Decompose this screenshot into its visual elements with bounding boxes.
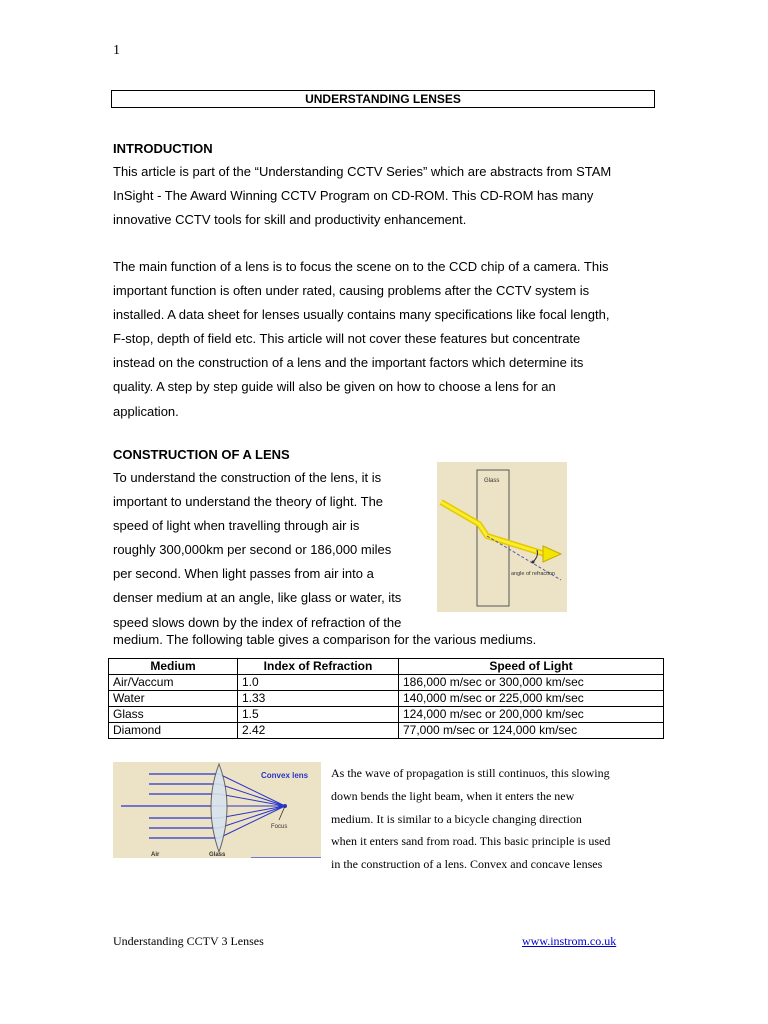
glass-label: Glass xyxy=(209,852,226,858)
refraction-diagram xyxy=(437,462,567,612)
construction-last-line: medium. The following table gives a comparison for the various mediums. xyxy=(113,632,537,647)
angle-marker xyxy=(532,561,535,564)
table-cell: 77,000 m/sec or 124,000 km/sec xyxy=(399,723,664,739)
glass-label: Glass xyxy=(484,478,500,484)
text-line: down bends the light beam, when it enters the new xyxy=(331,788,575,803)
text-line: speed of light when travelling through air is xyxy=(113,518,360,534)
table-cell: 1.5 xyxy=(238,707,399,723)
text-line: instead on the construction of a lens and the important factors which determine its xyxy=(113,355,584,371)
text-line: This article is part of the “Understanding CCTV Series” which are abstracts from STAM xyxy=(113,164,612,179)
text-line: medium. It is similar to a bicycle changing direction xyxy=(331,811,582,826)
text-line: roughly 300,000km per second or 186,000 miles xyxy=(113,542,392,558)
table-cell: Glass xyxy=(109,707,238,723)
text-line: application. xyxy=(113,403,179,419)
convex-lens-figure xyxy=(113,762,321,858)
text-line: per second. When light passes from air into a xyxy=(113,566,374,582)
incoming-rays xyxy=(121,774,219,838)
column-header: Medium xyxy=(109,659,238,675)
text-line: InSight - The Award Winning CCTV Program on CD-ROM. This CD-ROM has many xyxy=(113,188,594,204)
page-number: 1 xyxy=(113,43,120,58)
arrow-head xyxy=(543,546,561,562)
text-line: denser medium at an angle, like glass or water, its xyxy=(113,590,402,606)
text-line: As the wave of propagation is still continuos, this slowing xyxy=(331,766,610,780)
text-line: when it enters sand from road. This basic principle is used xyxy=(331,834,611,849)
footer-title: Understanding CCTV 3 Lenses xyxy=(113,934,264,948)
document-title: UNDERSTANDING LENSES xyxy=(111,90,655,108)
text-line: To understand the construction of the lens, it is xyxy=(113,470,382,485)
text-line: speed slows down by the index of refraction of the xyxy=(113,614,402,630)
table-header-row xyxy=(109,659,664,675)
text-line: important function is often under rated, causing problems after the CCTV system is xyxy=(113,283,590,299)
table-row xyxy=(109,723,664,739)
construction-paragraph xyxy=(113,466,429,635)
table-cell: 1.33 xyxy=(238,691,399,707)
table-cell: 1.0 xyxy=(238,675,399,691)
convex-label: Convex lens xyxy=(261,771,309,780)
text-line: in the construction of a lens. Convex and concave lenses xyxy=(331,857,603,872)
focus-label: Focus xyxy=(271,824,288,830)
table-row xyxy=(109,707,664,723)
angle-label: angle of refraction xyxy=(511,571,556,577)
table-row xyxy=(109,691,664,707)
text-line: F-stop, depth of field etc. This article will not cover these features but concentrate xyxy=(113,331,581,347)
table-cell: Air/Vaccum xyxy=(109,675,238,691)
table-cell: Diamond xyxy=(109,723,238,739)
construction-heading: CONSTRUCTION OF A LENS xyxy=(113,447,290,462)
table-cell: 124,000 m/sec or 200,000 km/sec xyxy=(399,707,664,723)
lens-paragraph xyxy=(331,762,661,876)
mediums-table xyxy=(108,658,664,739)
introduction-paragraph-2 xyxy=(113,255,663,424)
column-header: Speed of Light xyxy=(399,659,664,675)
text-line: installed. A data sheet for lenses usually contains many specifications like focal length, xyxy=(113,307,610,323)
table-cell: 186,000 m/sec or 300,000 km/sec xyxy=(399,675,664,691)
air-label: Air xyxy=(151,852,160,858)
table-cell: Water xyxy=(109,691,238,707)
footer-website-link[interactable]: www.instrom.co.uk xyxy=(522,934,617,948)
table-cell: 140,000 m/sec or 225,000 km/sec xyxy=(399,691,664,707)
table-row xyxy=(109,675,664,691)
text-line: quality. A step by step guide will also be given on how to choose a lens for an xyxy=(113,379,556,395)
refraction-figure xyxy=(437,462,567,612)
text-line: The main function of a lens is to focus the scene on to the CCD chip of a camera. This xyxy=(113,259,609,274)
text-line: important to understand the theory of light. The xyxy=(113,494,384,510)
text-line: innovative CCTV tools for skill and productivity enhancement. xyxy=(113,212,467,228)
introduction-heading: INTRODUCTION xyxy=(113,141,213,156)
convex-lens-diagram xyxy=(113,762,321,858)
introduction-paragraph-1 xyxy=(113,160,663,232)
table-cell: 2.42 xyxy=(238,723,399,739)
column-header: Index of Refraction xyxy=(238,659,399,675)
